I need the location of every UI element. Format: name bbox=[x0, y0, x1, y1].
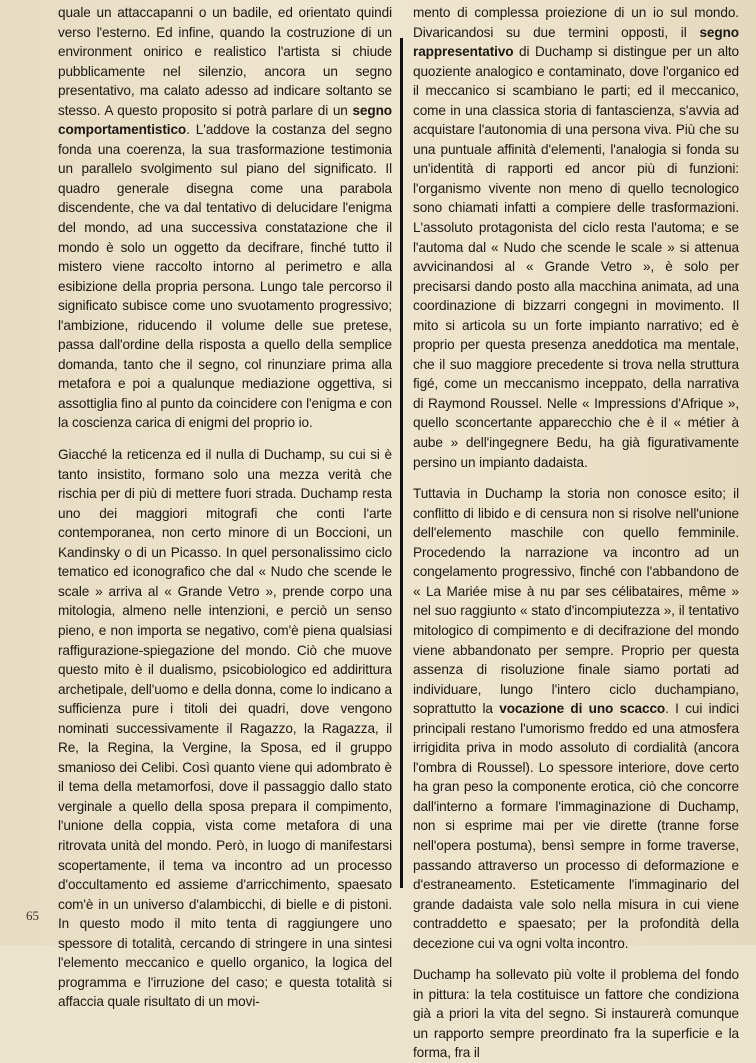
bold-term-vocazione-di-uno-scacco: vocazione di uno scacco bbox=[499, 701, 666, 717]
page-number: 65 bbox=[26, 908, 39, 923]
right-column bbox=[413, 3, 739, 1063]
left-paragraph-2: Giacché la reticenza ed il nulla di Duchamp, su cui si è tanto insistito, formano solo una mezza verità che rischia per di più di mettere fuori strada. Duchamp resta uno dei maggiori mitografi che conti l'arte contemporanea, non certo minore di un Boccioni, un Kandinsky o di un Picasso. In quel personalissimo ciclo tematico ed iconografico che dal « Nudo che scende le scale » arriva al « Grande Vetro », prende corpo una mitologia, almeno nelle intenzioni, e perciò un senso pieno, e non importa se negativo, com'è piena qualsiasi raffigurazione-spiegazione del mondo. Ciò che muove questo mito è il dualismo, psicobiologico ed addirittura archetipale, dell'uomo e della donna, come lo indicano a sufficienza pure i titoli dei quadri, dove vengono nominati successivamente il Ragazzo, la Ragazza, il Re, la Regina, la Vergine, la Sposa, ed il gruppo smanioso dei Celibi. Così quanto viene qui adombrato è il tema della metamorfosi, dove il passaggio dallo stato verginale a quello della sposa prepara il compimento, l'unione della coppia, vista come metafora di una ritrovata unità del mondo. Però, in luogo di manifestarsi scopertamente, il tema va incontro ad un processo d'occultamento ed assieme d'arricchimento, spaesato com'è in un universo d'alambicchi, di bielle e di pistoni. In questo modo il mito tenta di raggiungere uno spessore di totalità, cercando di stringere in una sintesi l'elemento meccanico e quello organico, la logica del programma e l'irruzione del caso; e questa totalità si affaccia quale risultato di un movi- bbox=[58, 447, 392, 1010]
left-paragraph-1: quale un attaccapanni o un badile, ed orientato quindi verso l'esterno. Ed infine, quando la costruzione di un environment onirico e realistico l'artista si chiude pubblicamente nel silenzio, ancora un segno presentativo, ma calato adesso ad indicare soltanto se stesso. A questo proposito si potrà parlare di un segno comportamentistico. L'addove la costanza del segno fonda una coerenza, la sua trasformazione testimonia un parallelo svolgimento sul piano del significato. Il quadro generale disegna come una parabola discendente, che va dal tentativo di delucidare l'enigma del mondo, ad una successiva constatazione che il mondo è solo un oggetto da decifrare, finché tutto il mistero viene raccolto intorno al perimetro e alla esibizione della propria persona. Lungo tale percorso il significato subisce come uno svuotamento progressivo; l'ambizione, riducendo il volume delle sue pretese, passa dall'ordine della risposta a quello della semplice domanda, tanto che il segno, col rinunziare prima alla metafora e poi a qualunque mediazione oggettiva, si assottiglia fino al punto da coincidere con l'enigma e con la coscienza carica di enigmi del proprio io. bbox=[58, 5, 392, 431]
right-paragraph-2: Tuttavia in Duchamp la storia non conosce esito; il conflitto di libido e di censura non si risolve nell'unione dell'elemento maschile con quello femminile. Procedendo la narrazione va incontro ad un congelamento progressivo, finché con l'abbandono de « La Mariée mise à nu par ses célibataires, même » nel suo raggiunto « stato d'incompiutezza », il tentativo mitologico di compimento e di decifrazione del mondo viene abbandonato per sempre. Proprio per questa assenza di risoluzione finale siamo portati ad individuare, lungo l'intero ciclo duchampiano, soprattutto la vocazione di uno scacco. I cui indici principali restano l'umorismo freddo ed una atmosfera irrigidita priva in modo assoluto di cordialità (ancora l'ombra di Roussel). Lo spessore interiore, dove certo ha gran peso la componente erotica, ciò che concorre dall'interno a formare l'immaginazione di Duchamp, non si esprime mai per vie dirette (tranne forse nell'opera postuma), bensì sempre in forme traverse, passando attraverso un processo di deformazione e d'estraneamento. Esteticamente l'immaginario del grande dadaista vale solo nella misura in cui viene contraddetto e spaesato; per la profondità della decezione cui va ogni volta incontro. bbox=[413, 486, 739, 951]
bold-term-segno-comportamentistico: segno comportamentistico bbox=[58, 102, 392, 138]
right-paragraph-3: Duchamp ha sollevato più volte il problema del fondo in pittura: la tela costituisce un fattore che condiziona già a priori la vita del segno. Si instaurerà comunque un rapporto sempre preordinato fra la superficie e la forma, fra il bbox=[413, 967, 739, 1061]
bold-term-segno-rappresentativo: segno rappresentativo bbox=[413, 24, 739, 60]
right-paragraph-1: mento di complessa proiezione di un io sul mondo. Divaricandosi su due termini opposti, il segno rappresentativo di Duchamp si distingue per un alto quoziente analogico e contaminato, dove l'organico ed il meccanico si scambiano le parti; ed il meccanico, come in una classica storia di fantascienza, s'avvia ad acquistare l'autonomia di una persona viva. Più che su una puntuale affinità d'elementi, l'analogia si fonda su un'identità di rapporti ed ancor più di funzioni: l'organismo vivente non meno di quello tecnologico sono chiamati infatti a compiere delle trasformazioni. L'assoluto protagonista del ciclo resta l'automa; e se l'automa dal « Nudo che scende le scale » si attenua avvicinandosi al « Grande Vetro », è solo per precisarsi dando posto alla macchina animata, ad una coordinazione di bizzarri congegni in movimento. Il mito si articola su un forte impianto narrativo; ed è proprio per questa presenza aneddotica ma mentale, che il suo maggiore precedente si trova nella struttura figé, come un meccanismo inceppato, della narrativa di Raymond Roussel. Nelle « Impressions d'Afrique », quello sconcertante apparecchio che è il « métier à aube » dell'ingegnere Bedu, ha già figurativamente persino un impianto dadaista. bbox=[413, 5, 739, 470]
column-divider bbox=[400, 38, 403, 888]
left-column bbox=[58, 3, 392, 1012]
